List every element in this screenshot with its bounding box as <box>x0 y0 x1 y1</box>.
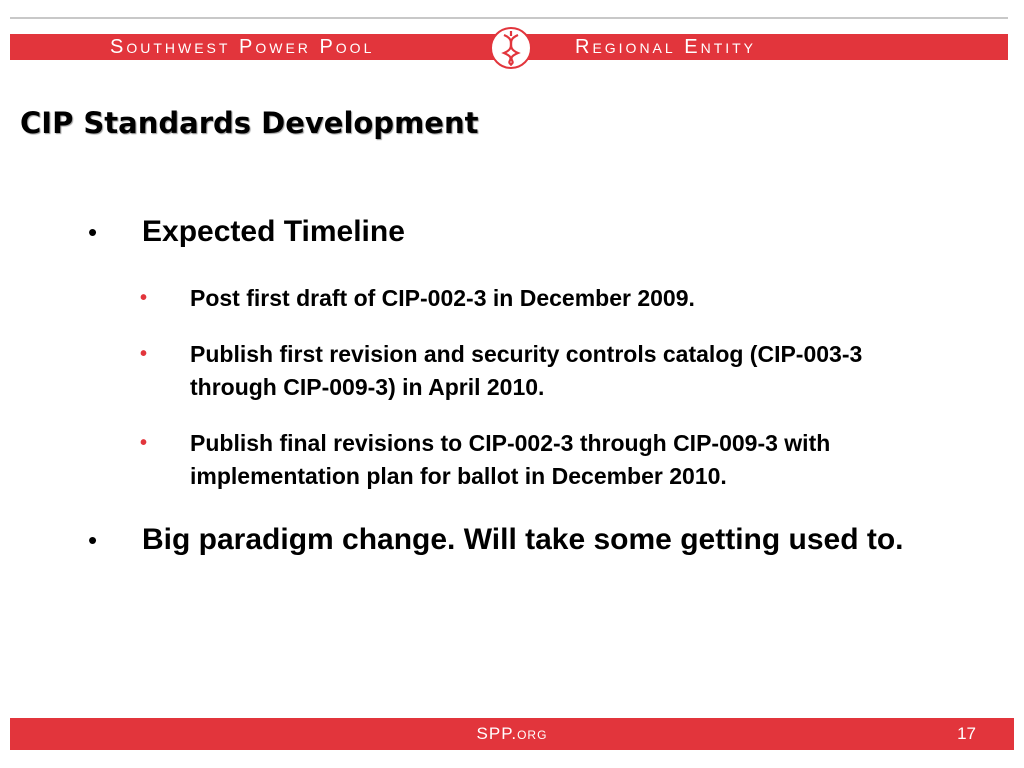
bullet-marker: • <box>88 525 98 555</box>
sub-bullet-marker: • <box>140 343 148 365</box>
bullet-marker: • <box>88 217 98 247</box>
entity-name: Regional Entity <box>575 36 757 58</box>
spp-logo-icon <box>490 27 532 69</box>
organization-name: Southwest Power Pool <box>110 36 375 58</box>
bullet-text: Big paradigm change. Will take some getting used to. <box>142 523 904 556</box>
bullet-text: Expected Timeline <box>142 215 405 248</box>
slide-title: CIP Standards Development <box>20 106 479 140</box>
footer-bar <box>10 718 1014 750</box>
page-number: 17 <box>957 724 976 743</box>
sub-bullet-text: Publish final revisions to CIP-002-3 through CIP-009-3 with implementation plan for ballot in December 2010. <box>190 430 831 489</box>
sub-bullet-text: Post first draft of CIP-002-3 in December 2009. <box>190 285 695 311</box>
top-divider <box>10 17 1008 19</box>
sub-bullet-text: Publish first revision and security controls catalog (CIP-003-3 through CIP-009-3) in April 2010. <box>190 341 863 400</box>
sub-bullet-marker: • <box>140 287 148 309</box>
sub-bullet-marker: • <box>140 432 148 454</box>
footer-site: SPP.org <box>476 724 548 743</box>
